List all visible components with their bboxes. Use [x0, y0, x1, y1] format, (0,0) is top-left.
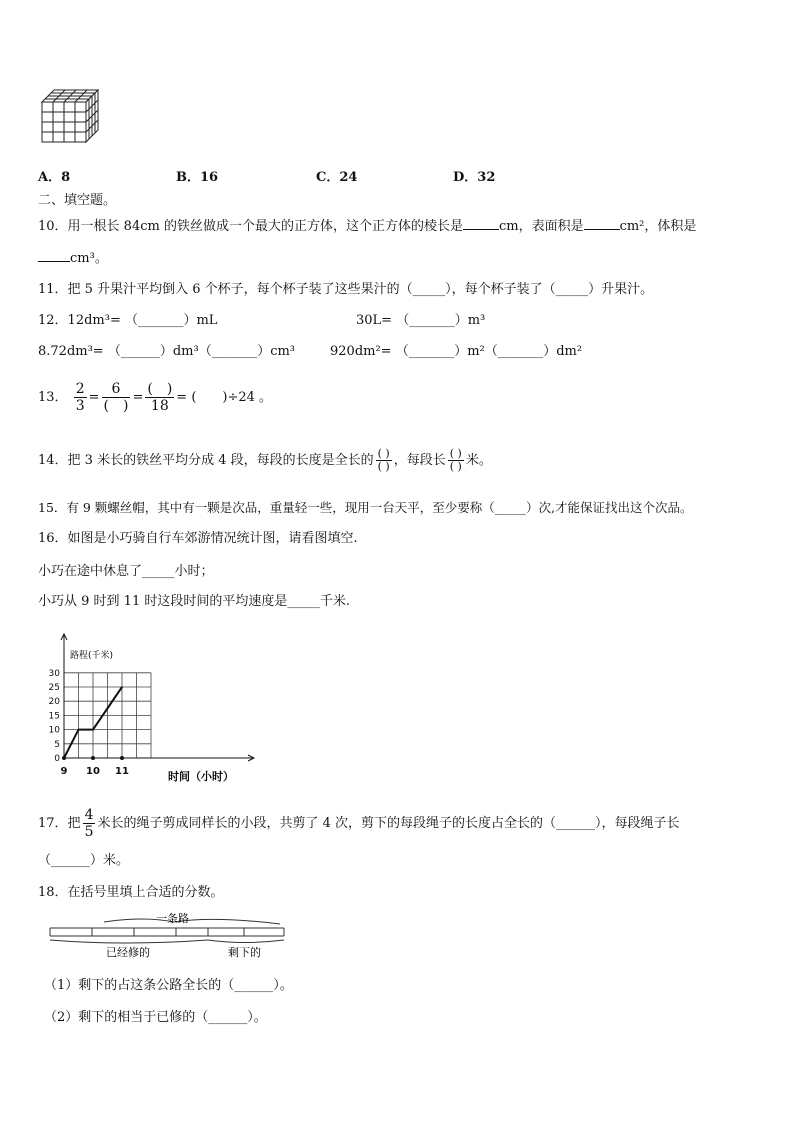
q17-text-2: 米长的绳子剪成同样长的小段，共剪了 4 次，剪下的每段绳子的长度占全长的（______），每段绳子长	[97, 816, 680, 831]
numerator: ( )	[449, 447, 462, 460]
q10-text-1: 用一根长 84cm 的铁丝做成一个最大的正方体，这个正方体的棱长是	[67, 219, 463, 234]
option-c: C．24	[316, 170, 358, 185]
q10-text-2: cm，表面积是	[498, 219, 584, 234]
q17-text-3: （______）米。	[38, 853, 130, 868]
data-point	[78, 729, 80, 731]
x-tick-label: 10	[86, 766, 100, 777]
question-13	[38, 378, 272, 418]
road-diagram	[44, 910, 294, 962]
question-15	[38, 499, 693, 517]
numerator: ( )	[377, 447, 390, 460]
fraction	[145, 381, 174, 414]
data-point	[63, 757, 65, 759]
q10-text-3: cm²，体积是	[619, 219, 697, 234]
left-label: 剩下的	[228, 946, 261, 959]
fraction	[376, 448, 392, 473]
equals-sign: =	[88, 390, 100, 405]
x-tick-dot	[91, 756, 95, 760]
q14-text-3: 米。	[465, 453, 492, 468]
question-number: 17．	[38, 816, 68, 831]
q16-line-2: 小巧从 9 时到 11 时这段时间的平均速度是_____千米.	[38, 594, 350, 609]
data-point	[121, 686, 123, 688]
option-b: B．16	[176, 170, 219, 185]
question-number: 15．	[38, 500, 67, 515]
q12-a: 12dm³= （_______）mL	[67, 313, 218, 328]
q16-line-1: 小巧在途中休息了_____小时；	[38, 564, 214, 579]
y-tick-label: 25	[48, 683, 60, 693]
question-17	[38, 806, 680, 842]
fraction	[102, 381, 131, 414]
denominator: ( )	[377, 460, 390, 473]
option-d: D．32	[453, 170, 496, 185]
question-number: 11．	[38, 282, 68, 297]
y-tick-label: 30	[48, 668, 60, 679]
y-tick-label: 0	[54, 754, 60, 764]
numerator: 6	[102, 381, 131, 398]
denominator: 18	[150, 398, 169, 414]
question-number: 13．	[38, 390, 68, 405]
question-number: 10．	[38, 219, 68, 234]
question-11	[38, 281, 653, 299]
x-tick-label: 11	[115, 766, 129, 777]
fraction	[83, 807, 96, 840]
q16-text: 如图是小巧骑自行车郊游情况统计图，请看图填空.	[67, 531, 358, 546]
done-label: 已经修的	[106, 946, 150, 959]
denominator: ( )	[449, 460, 462, 473]
q14-text-1: 把 3 米长的铁丝平均分成 4 段，每段的长度是全长的	[67, 453, 374, 468]
q12-c: 8.72dm³= （______）dm³（_______）cm³	[38, 344, 296, 359]
question-10-cont	[38, 250, 108, 268]
q18-sub-1: （1）剩下的占这条公路全长的（______）。	[44, 978, 293, 993]
fraction	[448, 448, 464, 473]
question-number: 14．	[38, 453, 68, 468]
q15-text: 有 9 颗螺丝帽，其中有一颗是次品，重量轻一些，现用一台天平，至少要称（_____）次,才能保证找出这个次品。	[66, 500, 693, 515]
x-tick-dot	[120, 756, 124, 760]
numerator: 4	[84, 807, 94, 823]
q13-tail: = ( )÷24 。	[176, 390, 273, 405]
data-point	[92, 729, 94, 731]
q17-text-1: 把	[67, 816, 81, 831]
distance-time-chart	[40, 630, 260, 790]
question-number: 18．	[38, 885, 68, 900]
question-number: 12．	[38, 313, 68, 328]
x-tick-label: 9	[60, 766, 68, 777]
road-label: 一条路	[156, 912, 189, 925]
question-16	[38, 530, 358, 548]
question-18	[38, 884, 224, 902]
question-12-row1	[38, 312, 217, 330]
q18-sub-2: （2）剩下的相当于已修的（______）。	[44, 1010, 267, 1025]
cube-figure	[40, 88, 104, 144]
denominator: 3	[75, 398, 85, 414]
q10-blank-1	[463, 229, 499, 230]
chart-ticks	[49, 669, 129, 777]
y-tick-label: 10	[48, 725, 60, 736]
q12-b: 30L= （_______）m³	[356, 313, 486, 328]
chart-grid	[64, 673, 151, 758]
question-10	[38, 218, 696, 236]
q12-d: 920dm²= （_______）m²（_______）dm²	[330, 344, 583, 359]
x-axis-label: 时间（小时）	[168, 770, 234, 783]
denominator: 5	[84, 824, 94, 840]
y-axis-label: 路程(千米)	[70, 651, 114, 661]
y-tick-label: 5	[54, 739, 60, 750]
y-tick-label: 15	[48, 711, 60, 722]
option-a: A．8	[38, 170, 71, 185]
numerator: ( )	[147, 381, 173, 397]
q10-blank-2	[584, 229, 620, 230]
section-title: 二、填空题。	[38, 193, 117, 208]
q11-text: 把 5 升果汁平均倒入 6 个杯子，每个杯子装了这些果汁的（_____），每个杯子装了（_____）升果汁。	[67, 282, 654, 297]
q14-text-2: ，每段长	[393, 453, 446, 468]
q10-blank-3	[38, 261, 70, 262]
question-number: 16．	[38, 531, 68, 546]
fraction	[74, 381, 87, 414]
q10-text-4: cm³。	[70, 251, 108, 266]
equals-sign: =	[132, 390, 144, 405]
question-14	[38, 446, 492, 476]
denominator: ( )	[103, 398, 129, 414]
numerator: 2	[75, 381, 85, 397]
y-tick-label: 20	[48, 697, 60, 708]
q18-text: 在括号里填上合适的分数。	[67, 885, 224, 900]
